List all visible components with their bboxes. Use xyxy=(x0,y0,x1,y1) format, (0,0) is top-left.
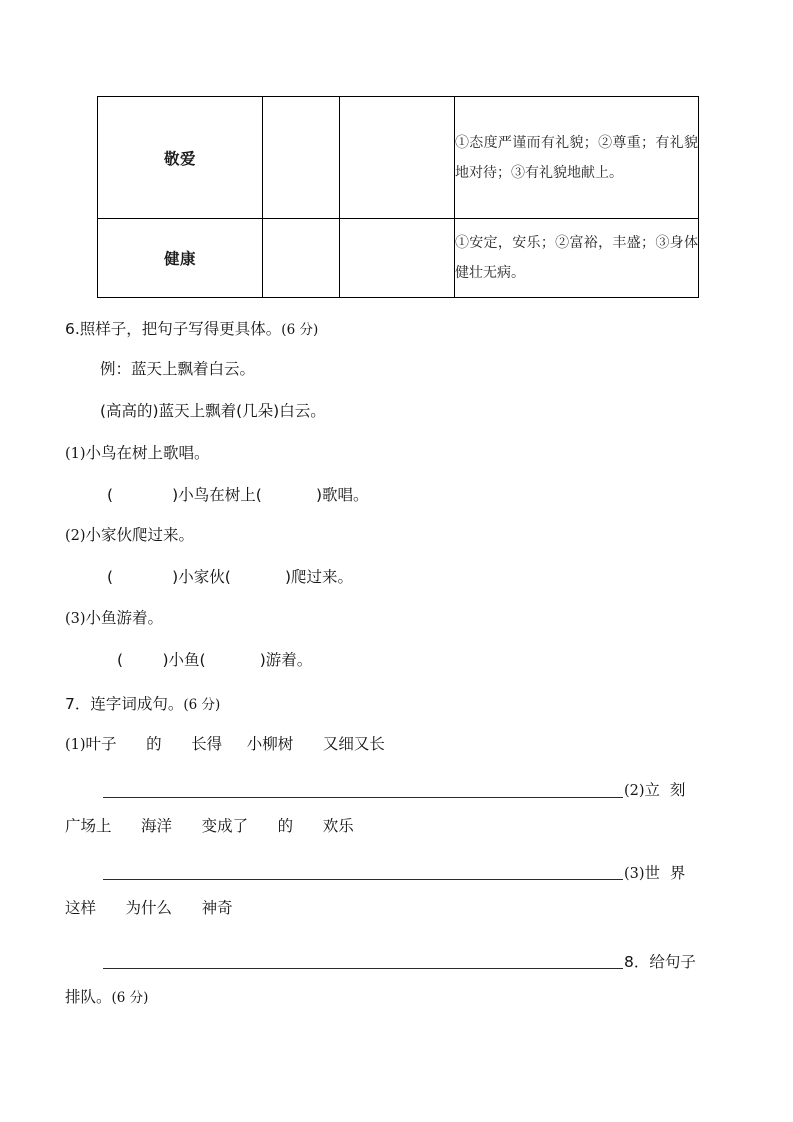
section7-item-3-number-and-prefix xyxy=(624,866,685,882)
table-cell-word: 健康 xyxy=(98,219,263,298)
section6-item-1-sentence xyxy=(65,446,210,462)
section6-heading-points: (6 分) xyxy=(281,322,319,338)
table-cell-definition: ①安定，安乐；②富裕，丰盛；③身体健壮无病。 xyxy=(455,219,699,298)
section7-heading xyxy=(65,697,220,713)
section7-item-1-words: 叶子 的 长得 小柳树 又细又长 xyxy=(85,735,385,753)
section6-item-1-number: (1) xyxy=(65,446,86,462)
table-cell-blank-b[interactable] xyxy=(340,219,455,298)
section7-answer-rule-3[interactable] xyxy=(103,968,623,969)
section7-heading-points: (6 分) xyxy=(183,697,221,713)
vocabulary-table xyxy=(97,96,699,298)
section7-item-2-number: (2) xyxy=(624,783,645,799)
section7-item-3-number: (3) xyxy=(624,866,645,882)
section6-item-2-number: (2) xyxy=(65,528,86,544)
section7-item-1-number: (1) xyxy=(65,737,86,753)
section7-answer-rule-1[interactable] xyxy=(103,797,623,798)
section7-item-3-prefix: 世 界 xyxy=(644,864,686,882)
section6-item-2-answer[interactable]: ( )小家伙( )爬过来。 xyxy=(107,568,354,586)
section7-answer-rule-2[interactable] xyxy=(103,879,623,880)
table-cell-blank-b[interactable] xyxy=(340,97,455,219)
section6-heading-text: 6.照样子，把句子写得更具体。 xyxy=(65,320,282,338)
table-row xyxy=(98,97,699,219)
table-row xyxy=(98,219,699,298)
section6-heading xyxy=(65,322,318,338)
section6-example-answer: (高高的)蓝天上飘着(几朵)白云。 xyxy=(100,402,326,420)
section7-item-2-prefix: 立 刻 xyxy=(644,781,686,799)
section6-item-1-text: 小鸟在树上歌唱。 xyxy=(85,444,210,462)
section8-heading-part1: 8．给句子 xyxy=(624,953,696,971)
section6-item-3-sentence xyxy=(65,611,163,627)
section7-item-1 xyxy=(65,737,385,753)
section6-item-2-text: 小家伙爬过来。 xyxy=(85,526,195,544)
table-cell-blank-a[interactable] xyxy=(263,219,340,298)
section6-item-2-sentence xyxy=(65,528,194,544)
section6-item-1-answer[interactable]: ( )小鸟在树上( )歌唱。 xyxy=(107,486,369,504)
table-cell-definition: ①态度严谨而有礼貌；②尊重；有礼貌地对待；③有礼貌地献上。 xyxy=(455,97,699,219)
section8-heading-points: (6 分) xyxy=(111,990,149,1006)
section7-heading-text: 7．连字词成句。 xyxy=(65,695,184,713)
section7-item-2-words: 广场上 海洋 变成了 的 欢乐 xyxy=(65,817,354,835)
section7-item-2-number-and-prefix xyxy=(624,783,685,799)
section6-item-3-number: (3) xyxy=(65,611,86,627)
section6-example-label: 例：蓝天上飘着白云。 xyxy=(100,360,256,378)
section8-heading-tail: 排队。 xyxy=(65,988,112,1006)
section8-heading-part2 xyxy=(65,990,148,1006)
section6-item-3-text: 小鱼游着。 xyxy=(85,609,164,627)
section6-item-3-answer[interactable]: ( )小鱼( )游着。 xyxy=(117,651,313,669)
section7-item-3-words: 这样 为什么 神奇 xyxy=(65,899,233,917)
table-cell-blank-a[interactable] xyxy=(263,97,340,219)
table-cell-word: 敬爱 xyxy=(98,97,263,219)
